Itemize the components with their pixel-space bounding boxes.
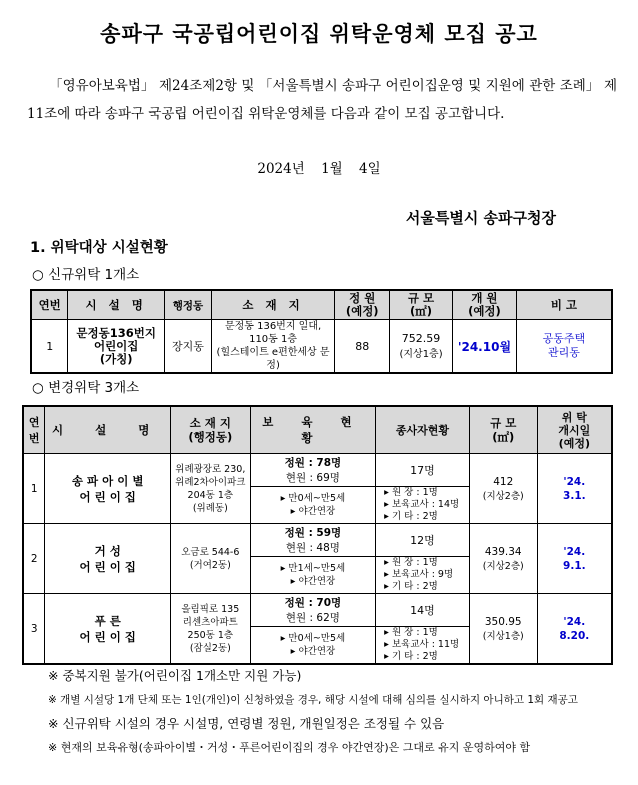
new-section-heading: ○ 신규위탁 1개소 <box>32 267 140 283</box>
row-number: 3 <box>23 594 45 665</box>
table-row <box>23 594 612 627</box>
header-cell: 시 설 명 <box>68 290 165 320</box>
staff-detail: ▸ 원 장 : 1명 ▸ 보육교사 : 14명 ▸ 기 타 : 2명 <box>376 487 470 524</box>
staff-total: 17명 <box>376 454 470 487</box>
size-note: (지상2층) <box>482 560 524 572</box>
header-cell: 규 모 (㎡) <box>469 406 537 454</box>
size-value: 752.59 <box>401 332 441 345</box>
size-note: (지상2층) <box>482 490 524 502</box>
staff-detail: ▸ 원 장 : 1명 ▸ 보육교사 : 9명 ▸ 기 타 : 2명 <box>376 557 470 594</box>
quota: 정원 : 70명 <box>284 597 342 609</box>
facility-name <box>45 524 171 594</box>
size-note: (지상1층) <box>482 630 524 642</box>
size-note: (지상1층) <box>399 349 443 360</box>
header-cell: 연번 <box>23 406 45 454</box>
table-row <box>23 454 612 487</box>
table-row <box>31 320 612 374</box>
current: 현원 : 62명 <box>285 612 340 624</box>
facility-name: 문정동136번지 어린이집 (가칭) <box>68 320 165 374</box>
intro-text: 「영유아보육법」 제24조제2항 및 「서울특별시 송파구 어린이집운영 및 지원에 관한 조례」 제11조에 따라 송파구 국공립 어린이집 위탁운영체를 다음과 같이 모집 공고합니다. <box>27 78 617 122</box>
start-date: '24. 9.1. <box>537 524 612 594</box>
facility-name-line1: 푸 른 <box>94 613 121 628</box>
note-item: ※ 중복지원 불가(어린이집 1개소만 지원 가능) <box>48 668 302 683</box>
staff-detail: ▸ 원 장 : 1명 ▸ 보육교사 : 11명 ▸ 기 타 : 2명 <box>376 627 470 665</box>
facility-name <box>45 454 171 524</box>
notice-date: 2024년 1월 4일 <box>257 161 381 177</box>
header-cell: 규 모 (㎡) <box>390 290 453 320</box>
open-date: '24.10월 <box>452 320 516 374</box>
care-type: ▸ 만1세~만5세 ▸ 야간연장 <box>250 557 376 594</box>
size-cell <box>469 454 537 524</box>
intro-paragraph <box>27 72 617 128</box>
table-header-row <box>31 290 612 320</box>
care-quota-cell <box>250 594 376 627</box>
new-facility-table <box>30 289 613 374</box>
address: 올림픽로 135 리센츠아파트 250동 1층 (잠실2동) <box>170 594 250 665</box>
change-section-heading: ○ 변경위탁 3개소 <box>32 380 140 396</box>
size-cell <box>469 524 537 594</box>
header-cell: 소 재 지 (행정동) <box>170 406 250 454</box>
header-cell: 소 재 지 <box>211 290 334 320</box>
header-cell: 정 원 (예정) <box>335 290 390 320</box>
note-item: ※ 개별 시설당 1개 단체 또는 1인(개인)이 신청하였을 경우, 해당 시설에 대해 심의를 실시하지 아니하고 1회 재공고 <box>48 694 578 706</box>
header-cell: 개 원 (예정) <box>452 290 516 320</box>
notes-list <box>48 664 628 760</box>
row-number: 2 <box>23 524 45 594</box>
size-cell <box>390 320 453 374</box>
header-cell: 보 육 현 황 <box>250 406 376 454</box>
header-cell: 시 설 명 <box>45 406 171 454</box>
header-cell: 연번 <box>31 290 68 320</box>
facility-name-line1: 송 파 아 이 별 <box>71 473 144 488</box>
facility-name-line2: 어 린 이 집 <box>79 489 136 504</box>
start-date: '24. 3.1. <box>537 454 612 524</box>
address: 위례광장로 230, 위례2차아이파크 204동 1층 (위례동) <box>170 454 250 524</box>
note-item: ※ 현재의 보육유형(송파아이별・거성・푸른어린이집의 경우 야간연장)은 그대로 유지 운영하여야 함 <box>48 741 531 754</box>
current: 현원 : 48명 <box>285 542 340 554</box>
header-cell: 행정동 <box>165 290 212 320</box>
size-value: 412 <box>493 475 514 488</box>
size-cell <box>469 594 537 665</box>
page-title: 송파구 국공립어린이집 위탁운영체 모집 공고 <box>100 22 538 46</box>
remark: 공동주택 관리동 <box>516 320 612 374</box>
header-cell: 비 고 <box>516 290 612 320</box>
quota: 정원 : 78명 <box>284 457 342 469</box>
staff-total: 12명 <box>376 524 470 557</box>
care-quota-cell <box>250 524 376 557</box>
row-number: 1 <box>23 454 45 524</box>
current: 현원 : 69명 <box>285 472 340 484</box>
quota: 정원 : 59명 <box>284 527 342 539</box>
table-header-row <box>23 406 612 454</box>
address: 오금로 544-6 (거여2동) <box>170 524 250 594</box>
facility-name-line2: 어 린 이 집 <box>79 559 136 574</box>
facility-name-line2: 어 린 이 집 <box>79 629 136 644</box>
care-quota-cell <box>250 454 376 487</box>
section-title: 1. 위탁대상 시설현황 <box>30 240 168 256</box>
start-date: '24. 8.20. <box>537 594 612 665</box>
address: 문정동 136번지 일대, 110동 1층 (힐스테이트 e편한세상 문정) <box>211 320 334 374</box>
table-row <box>23 524 612 557</box>
care-type: ▸ 만0세~만5세 ▸ 야간연장 <box>250 627 376 665</box>
signer: 서울특별시 송파구청장 <box>405 209 556 227</box>
size-value: 350.95 <box>484 615 522 628</box>
admin-dong: 장지동 <box>165 320 212 374</box>
note-item: ※ 신규위탁 시설의 경우 시설명, 연령별 정원, 개원일정은 조정될 수 있음 <box>48 716 445 731</box>
facility-name-line1: 거 성 <box>94 543 121 558</box>
capacity: 88 <box>335 320 390 374</box>
header-cell: 종사자현황 <box>376 406 470 454</box>
header-cell: 위 탁 개시일 (예정) <box>537 406 612 454</box>
change-facility-table <box>22 405 613 665</box>
facility-name <box>45 594 171 665</box>
size-value: 439.34 <box>484 545 522 558</box>
row-number: 1 <box>31 320 68 374</box>
staff-total: 14명 <box>376 594 470 627</box>
care-type: ▸ 만0세~만5세 ▸ 야간연장 <box>250 487 376 524</box>
